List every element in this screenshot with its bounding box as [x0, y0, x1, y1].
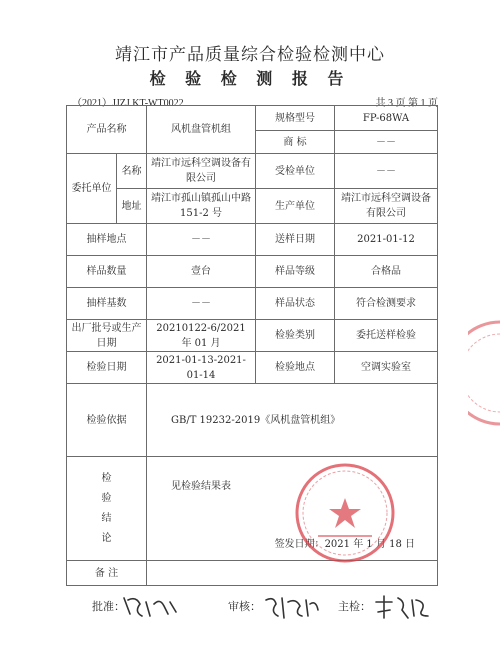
- conclusion-char: 论: [101, 532, 112, 544]
- inspected-unit-label: 受检单位: [256, 154, 335, 189]
- trademark-value: －－: [335, 131, 438, 154]
- model-label: 规格型号: [256, 106, 335, 131]
- delivery-date-value: 2021-01-12: [335, 224, 438, 256]
- reviewer-signature-icon: [262, 592, 322, 622]
- client-label: 委托单位: [67, 154, 117, 224]
- examine-label: 主检：: [338, 600, 371, 613]
- batch-label: 出厂批号或生产日期: [67, 320, 147, 352]
- producer-value: 靖江市远科空调设备有限公司: [335, 189, 438, 224]
- official-seal-icon: [292, 460, 398, 566]
- edge-seal-icon: [468, 318, 500, 428]
- client-addr-label: 地址: [117, 189, 147, 224]
- conclusion-char: 结: [101, 512, 112, 524]
- sample-grade-label: 样品等级: [256, 256, 335, 288]
- delivery-date-label: 送样日期: [256, 224, 335, 256]
- report-title: 检 验 检 测 报 告: [149, 69, 351, 88]
- org-name: 靖江市产品质量综合检验检测中心: [115, 45, 385, 65]
- sampling-place-label: 抽样地点: [67, 224, 147, 256]
- client-name-label: 名称: [117, 154, 147, 189]
- inspection-place-value: 空调实验室: [335, 352, 438, 384]
- sample-grade-value: 合格品: [335, 256, 438, 288]
- inspection-date-label: 检验日期: [67, 352, 147, 384]
- basis-value: GB/T 19232-2019《风机盘管机组》: [147, 384, 438, 457]
- product-name-value: 风机盘管机组: [147, 106, 256, 154]
- trademark-label: 商 标: [256, 131, 335, 154]
- model-value: FP-68WA: [335, 106, 438, 131]
- review-label: 审核：: [228, 600, 261, 613]
- examiner-signature-icon: [372, 592, 432, 622]
- inspected-unit-value: －－: [335, 154, 438, 189]
- sample-state-value: 符合检测要求: [335, 288, 438, 320]
- approve-label: 批准：: [92, 600, 125, 613]
- conclusion-value: 见检验结果表: [171, 481, 231, 492]
- product-name-label: 产品名称: [67, 106, 147, 154]
- page-info: 共 3 页 第 1 页: [375, 98, 438, 109]
- client-addr-value: 靖江市孤山镇孤山中路151-2 号: [147, 189, 256, 224]
- report-number: （2021）JJZJ KT-WT0022: [72, 98, 184, 109]
- inspection-place-label: 检验地点: [256, 352, 335, 384]
- inspection-date-value: 2021-01-13-2021-01-14: [147, 352, 256, 384]
- sampling-base-value: －－: [147, 288, 256, 320]
- sample-state-label: 样品状态: [256, 288, 335, 320]
- conclusion-char: 验: [101, 492, 112, 504]
- producer-label: 生产单位: [256, 189, 335, 224]
- sampling-place-value: －－: [147, 224, 256, 256]
- inspection-type-label: 检验类别: [256, 320, 335, 352]
- approver-signature-icon: [120, 592, 180, 622]
- remarks-label: 备 注: [67, 561, 147, 586]
- issue-date-value: 2021 年 1 月 18 日: [324, 539, 415, 550]
- batch-value: 20210122-6/2021 年 01 月: [147, 320, 256, 352]
- conclusion-label: [67, 457, 147, 561]
- basis-label: 检验依据: [67, 384, 147, 457]
- sample-qty-label: 样品数量: [67, 256, 147, 288]
- inspection-type-value: 委托送样检验: [335, 320, 438, 352]
- client-name-value: 靖江市远科空调设备有限公司: [147, 154, 256, 189]
- conclusion-char: 检: [101, 472, 112, 484]
- sample-qty-value: 壹台: [147, 256, 256, 288]
- sampling-base-label: 抽样基数: [67, 288, 147, 320]
- issue-date-label: 签发日期：: [274, 539, 325, 550]
